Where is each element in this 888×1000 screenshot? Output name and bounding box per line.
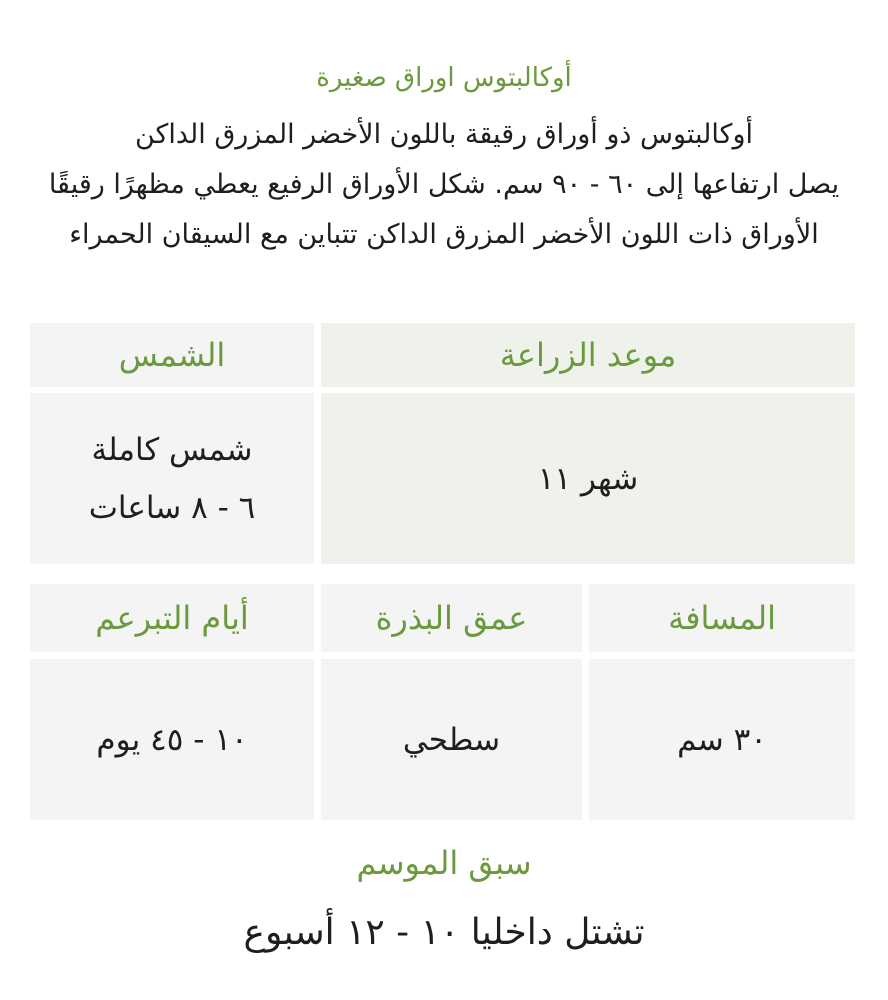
seed-depth-value: سطحي xyxy=(321,659,582,820)
season-start-label: سبق الموسم xyxy=(356,844,532,882)
planting-time-value: شهر ١١ xyxy=(321,393,855,564)
planting-time-header: موعد الزراعة xyxy=(321,323,855,387)
sun-header: الشمس xyxy=(30,323,314,387)
seed-depth-header: عمق البذرة xyxy=(321,584,582,652)
description-line-1: أوكالبتوس ذو أوراق رقيقة باللون الأخضر المزرق الداكن xyxy=(134,119,754,150)
germination-days-value: ١٠ - ٤٥ يوم xyxy=(30,659,314,820)
description-line-2: يصل ارتفاعها إلى ٦٠ - ٩٠ سم. شكل الأوراق الرفيع يعطي مظهرًا رقيقًا xyxy=(48,169,840,200)
sun-value-line-2: ٦ - ٨ ساعات xyxy=(88,489,256,526)
description-line-3: الأوراق ذات اللون الأخضر المزرق الداكن تتباين مع السيقان الحمراء xyxy=(69,219,819,250)
germination-days-header: أيام التبرعم xyxy=(30,584,314,652)
sun-value xyxy=(30,393,314,564)
spacing-header: المسافة xyxy=(589,584,855,652)
plant-title: أوكالبتوس اوراق صغيرة xyxy=(316,63,572,93)
indoor-start-value: تشتل داخليا ١٠ - ١٢ أسبوع xyxy=(243,912,645,953)
sun-value-line-1: شمس كاملة xyxy=(91,431,253,468)
spacing-value: ٣٠ سم xyxy=(589,659,855,820)
plant-description xyxy=(0,110,888,260)
